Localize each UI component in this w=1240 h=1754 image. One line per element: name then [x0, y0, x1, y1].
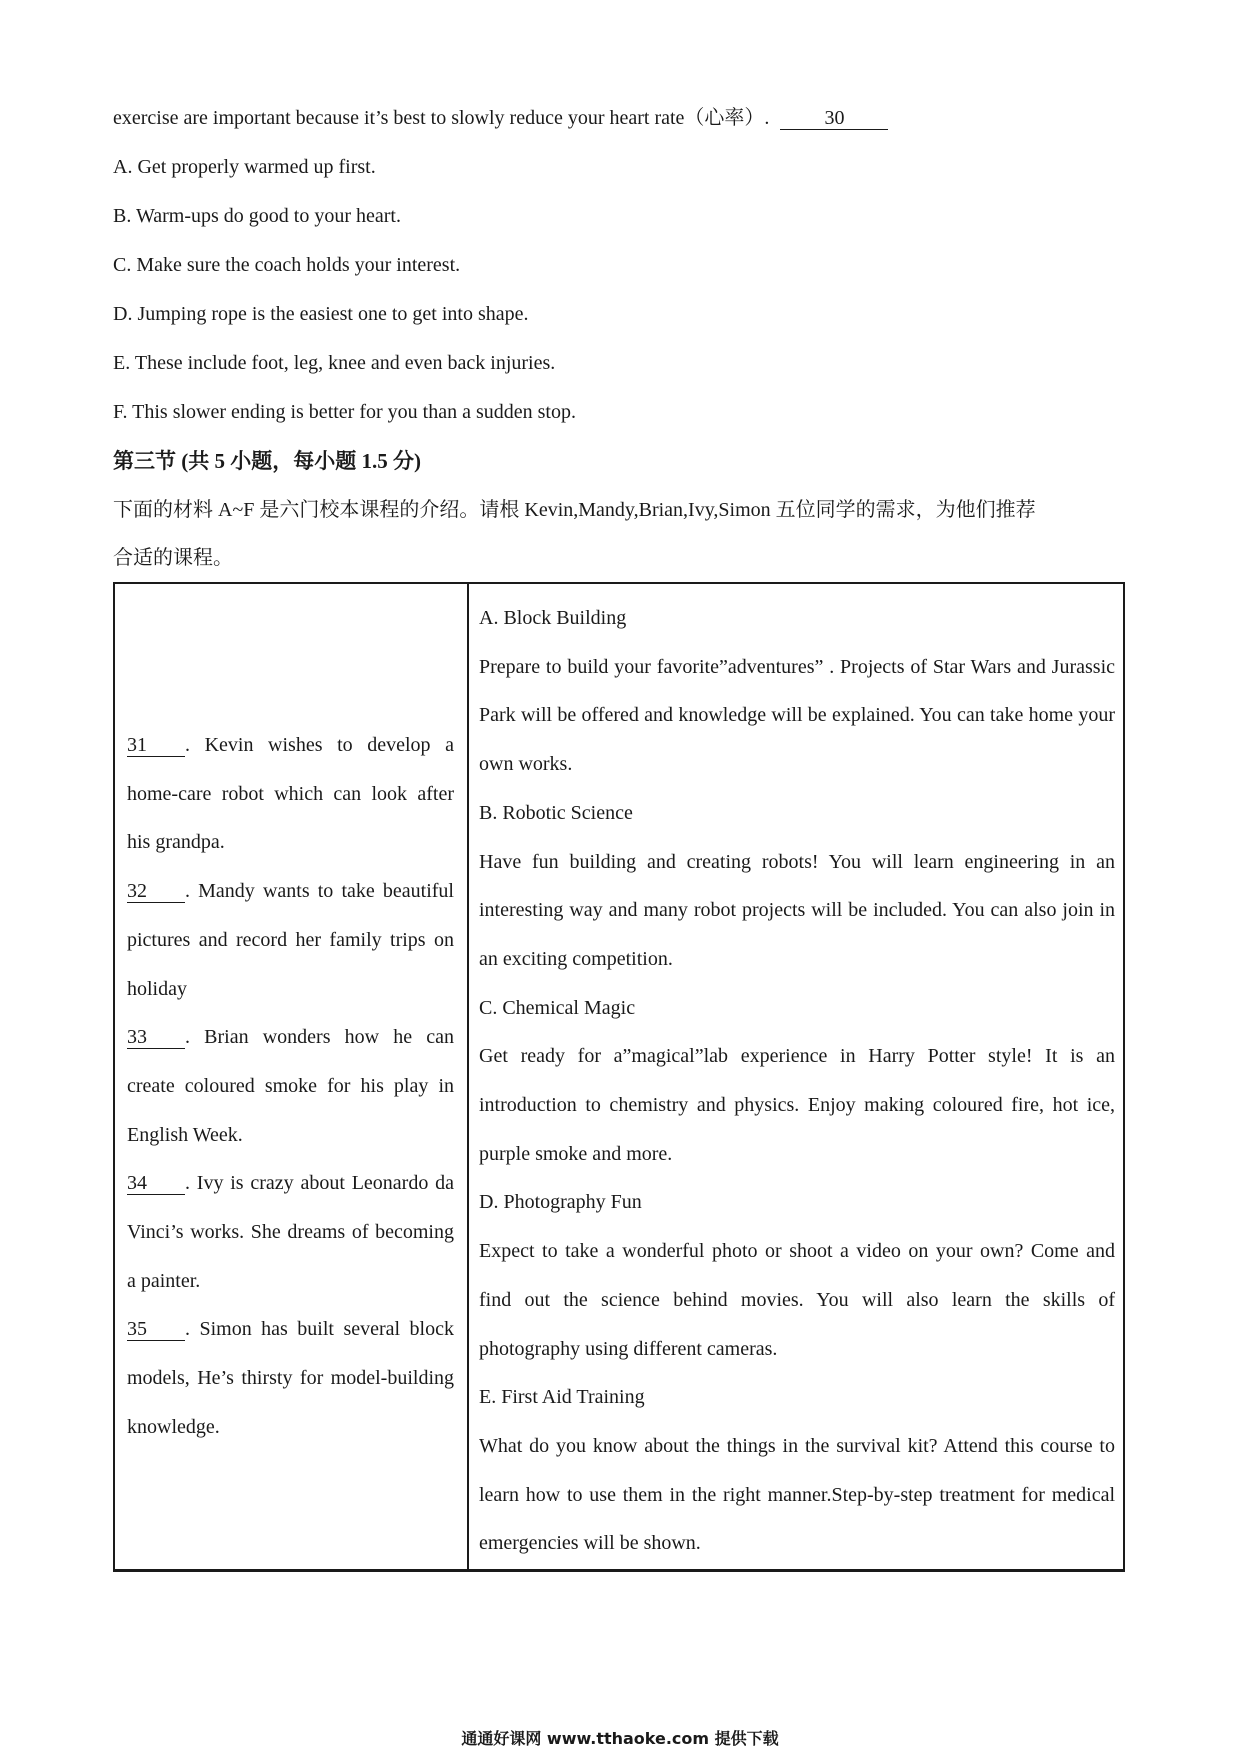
answer-blank-35[interactable]: 35	[127, 1318, 185, 1341]
course-b-title: B. Robotic Science	[479, 801, 633, 824]
student-need-text: . Ivy is crazy about Leonardo da Vinci’s works. She dreams of becoming a painter.	[127, 1172, 454, 1292]
courses-column	[479, 594, 1115, 1568]
section-intro-line2: 合适的课程。	[113, 547, 233, 569]
answer-blank-31[interactable]: 31	[127, 734, 185, 757]
student-item-33	[127, 1013, 454, 1159]
student-item-31	[127, 721, 454, 867]
section-intro-line1: 下面的材料 A~F 是六门校本课程的介绍。请根 Kevin,Mandy,Brian,Ivy,Simon 五位同学的需求，为他们推荐	[113, 499, 1036, 521]
student-need-text: . Kevin wishes to develop a home-care robot which can look after his grandpa.	[127, 734, 454, 854]
course-c-title: C. Chemical Magic	[479, 996, 636, 1019]
course-d-desc: Expect to take a wonderful photo or shoot a video on your own? Come and find out the science behind movies. You will also learn the skills of photography using different cameras.	[479, 1240, 1115, 1360]
option-e: E. These include foot, leg, knee and even back injuries.	[113, 352, 556, 374]
table-divider	[467, 584, 469, 1569]
answer-blank-33[interactable]: 33	[127, 1026, 185, 1049]
option-d: D. Jumping rope is the easiest one to get into shape.	[113, 303, 529, 325]
option-a: A. Get properly warmed up first.	[113, 156, 376, 178]
page-footer: 通通好课网 www.tthaoke.com 提供下载	[461, 1729, 779, 1748]
course-a-desc: Prepare to build your favorite”adventures” . Projects of Star Wars and Jurassic Park will be offered and knowledge will be explained. You can take home your own works.	[479, 655, 1115, 776]
option-b: B. Warm-ups do good to your heart.	[113, 205, 401, 227]
option-c: C. Make sure the coach holds your interest.	[113, 254, 461, 276]
student-need-text: . Brian wonders how he can create coloured smoke for his play in English Week.	[127, 1026, 454, 1146]
course-b-desc: Have fun building and creating robots! You will learn engineering in an interesting way and many robot projects will be included. You can also join in an exciting competition.	[479, 850, 1115, 970]
option-f: F. This slower ending is better for you than a sudden stop.	[113, 401, 576, 423]
student-need-text: . Mandy wants to take beautiful pictures and record her family trips on holiday	[127, 880, 454, 1000]
student-item-32	[127, 867, 454, 1013]
question-text: exercise are important because it’s best to slowly reduce your heart rate（心率）.	[113, 107, 770, 129]
students-column	[127, 721, 454, 1452]
question-text-line	[113, 106, 888, 130]
matching-table	[113, 582, 1125, 1572]
course-e-desc: What do you know about the things in the survival kit? Attend this course to learn how to use them in the right manner.Step-by-step treatment for medical emergencies will be shown.	[479, 1434, 1115, 1555]
course-e-title: E. First Aid Training	[479, 1386, 645, 1409]
answer-blank-32[interactable]: 32	[127, 880, 185, 903]
answer-blank-34[interactable]: 34	[127, 1172, 185, 1195]
answer-blank-30[interactable]: 30	[780, 107, 888, 130]
student-need-text: . Simon has built several block models, He’s thirsty for model-building knowledge.	[127, 1318, 454, 1438]
student-item-35	[127, 1305, 454, 1451]
student-item-34	[127, 1159, 454, 1305]
course-d-title: D. Photography Fun	[479, 1191, 642, 1214]
course-a-title: A. Block Building	[479, 607, 627, 629]
section-heading: 第三节 (共 5 小题，每小题 1.5 分)	[113, 449, 421, 473]
course-c-desc: Get ready for a”magical”lab experience in Harry Potter style! It is an introduction to chemistry and physics. Enjoy making coloured fire, hot ice, purple smoke and more.	[479, 1045, 1115, 1165]
